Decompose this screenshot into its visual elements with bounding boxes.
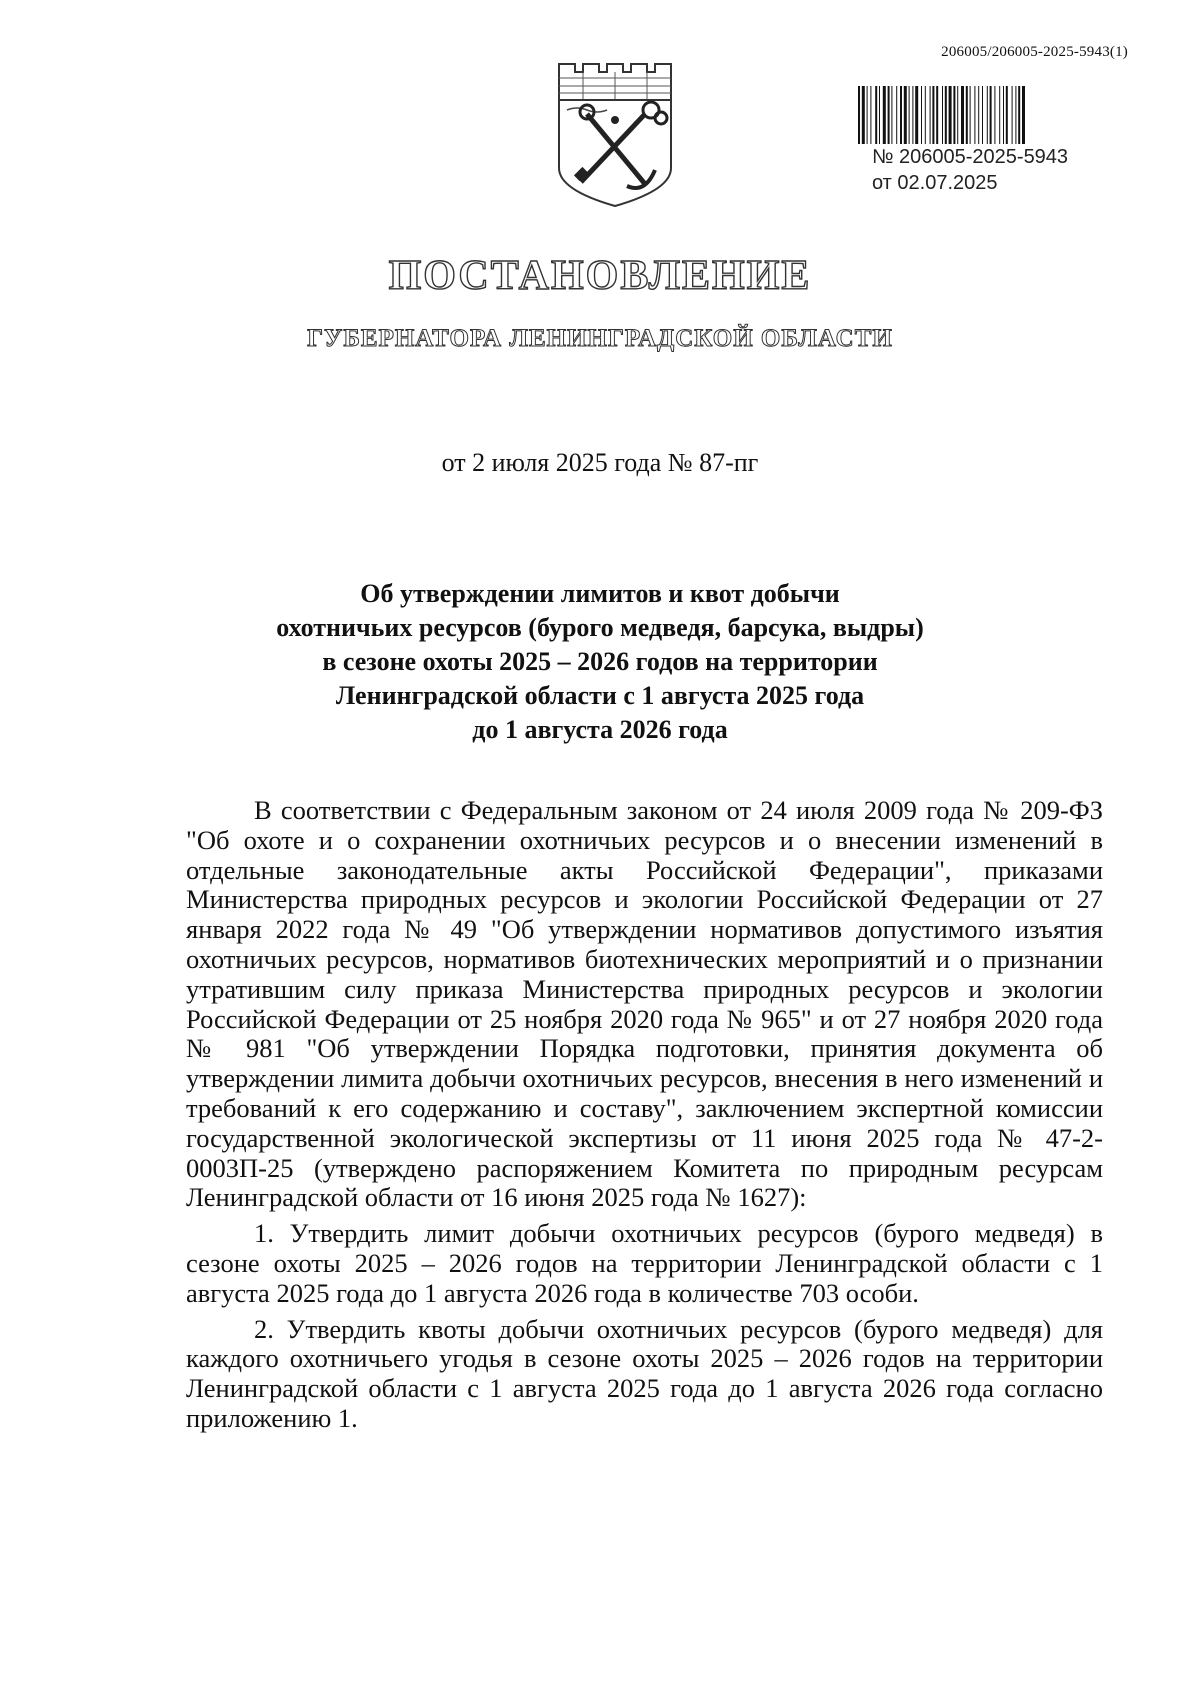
heading-line: в сезоне охоты 2025 – 2026 годов на территории — [322, 647, 878, 676]
clause-1-paragraph: 1. Утвердить лимит добычи охотничьих ресурсов (бурого медведя) в сезоне охоты 2025 – 2026 годов на территории Ленинградской области с 1 августа 2025 года до 1 августа 2026 года в количестве 703 особи. — [186, 1218, 1103, 1308]
document-reference: 206005/206005-2025-5943(1) — [941, 44, 1128, 60]
heading-line: Ленинградской области с 1 августа 2025 года — [335, 681, 865, 710]
document-subtitle: ГУБЕРНАТОРА ЛЕНИНГРАДСКОЙ ОБЛАСТИ — [307, 325, 893, 352]
document-date-number: от 2 июля 2025 года № 87-пг — [441, 448, 759, 477]
heading-line: охотничьих ресурсов (бурого медведя, барсука, выдры) — [276, 613, 924, 642]
clause-2-paragraph: 2. Утвердить квоты добычи охотничьих ресурсов (бурого медведя) для каждого охотничьего угодья в сезоне охоты 2025 – 2026 годов на территории Ленинградской области с 1 августа 2025 года до 1 августа 2026 года согласно приложению 1. — [186, 1313, 1103, 1433]
registration-block — [872, 144, 1068, 196]
registration-number: № 206005-2025-5943 — [872, 146, 1069, 168]
document-heading — [0, 577, 1200, 747]
barcode-icon — [858, 86, 1116, 144]
document-title: ПОСТАНОВЛЕНИЕ — [388, 253, 812, 299]
heading-line: до 1 августа 2026 года — [472, 715, 728, 744]
coat-of-arms-icon — [553, 60, 677, 208]
preamble-paragraph: В соответствии с Федеральным законом от 24 июля 2009 года № 209-ФЗ "Об охоте и о сохранении охотничьих ресурсов и о внесении изменений в отдельные законодательные акты Российской Федерации", приказами Министерства природных ресурсов и экологии Российской Федерации от 27 января 2022 года № 49 "Об утверждении нормативов допустимого изъятия охотничьих ресурсов, нормативов биотехнических мероприятий и о признании утратившим силу приказа Министерства природных ресурсов и экологии Российской Федерации от 25 ноября 2020 года № 965" и от 27 ноября 2020 года № 981 "Об утверждении Порядка подготовки, принятия документа об утверждении лимита добычи охотничьих ресурсов, внесения в него изменений и требований к его содержанию и составу", заключением экспертной комиссии государственной экологической экспертизы от 11 июня 2025 года № 47-2-0003П-25 (утверждено распоряжением Комитета по природным ресурсам Ленинградской области от 16 июня 2025 года № 1627): — [186, 795, 1103, 1213]
document-body — [186, 796, 1103, 1434]
heading-line: Об утверждении лимитов и квот добычи — [360, 579, 840, 608]
registration-date: от 02.07.2025 — [872, 172, 998, 194]
